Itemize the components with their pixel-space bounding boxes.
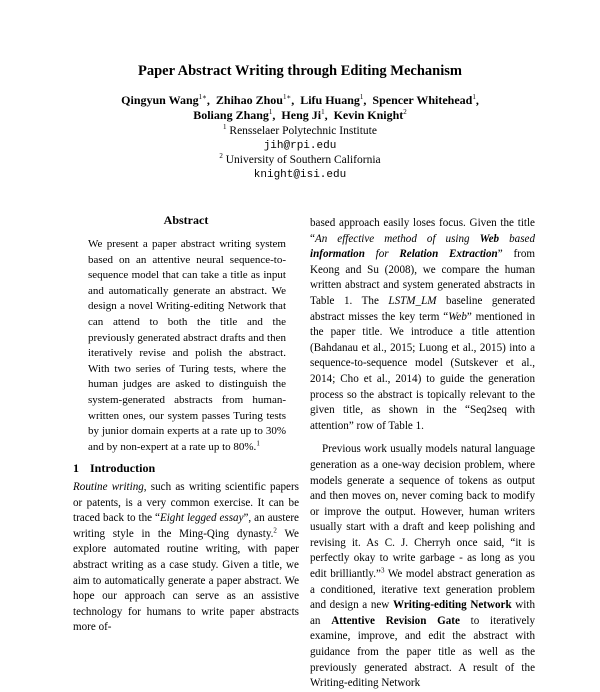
author-mark: 2 [403, 107, 407, 116]
right-column [310, 216, 535, 692]
author-line-2: Boliang Zhang$^1$, Heng Ji$^1$, Kevin Knight$^2$ [193, 107, 407, 122]
abstract-body [88, 237, 286, 455]
affiliation-1 [40, 124, 560, 139]
author-mark: 1∗ [282, 93, 292, 101]
footnote-mark: 1 [256, 439, 260, 448]
text-run: Previous work usually models natural language generation as a one-way decision problem, where models generate a sequence of tokens as output and then moves on, never coming back to modify or improve the output. However, human writers usually start with a draft and keep polishing and revising it. As C. J. Cherryh once said, “it is perfectly okay to write garbage - as long as you edit brilliantly.” [310, 443, 535, 581]
body-paragraph [310, 216, 535, 434]
affiliation-email[interactable]: knight@isi.edu [253, 169, 347, 182]
text-italic: Eight legged essay [159, 512, 244, 525]
text-run: ” from Keong and Su (2008), we compare the human written abstract and system generated abstracts in Table 1. The [310, 248, 536, 307]
text-run: ” mentioned in the paper title. We introduce a title attention (Bahdanau et al., 2015; Luong et al., 2015) into a sequence-to-sequence model (Sutskever et al., 2014; Cho et al., 2014) to guide the generation process so the abstract is topically relevant to the given title, as shown in the “Seq2seq with attention” row of Table 1. [310, 310, 535, 432]
author-name: Lifu Huang [300, 93, 360, 107]
affiliation-name: University of Southern California [225, 154, 381, 167]
body-paragraph [310, 442, 535, 692]
text-run: baseline generated abstract misses the key term “ [310, 294, 535, 323]
text-run: ”, an austere writing style in the Ming-Qing dynasty. [73, 512, 299, 540]
text-bold: Attentive Revision Gate [331, 614, 460, 627]
affiliation-2 [40, 153, 560, 168]
text-run: to iteratively examine, improve, and edit the abstract with guidance from the paper title as well as the previously generated abstract. A result of the Writing-editing Network [310, 614, 535, 690]
author-mark: 1 [321, 107, 325, 116]
text-italic: An effective method of using [314, 232, 480, 245]
text-bold-italic: information [310, 248, 365, 261]
text-run: based approach easily loses focus. Given the title “ [310, 217, 535, 245]
abstract-heading: Abstract [163, 213, 209, 227]
text-run: We model abstract generation as a conditioned, iterative text generation problem and design a new [310, 568, 535, 612]
author-name: Spencer Whitehead [372, 93, 473, 107]
text-run: We explore automated routine writing, with paper abstract writing as a case study. Given a title, we aim to automatically generate a paper abstract. We hope our approach can serve as an assistive technology for humans to write paper abstracts more of- [73, 527, 299, 634]
affiliation-mark: 1 [223, 123, 227, 132]
author-name: Boliang Zhang [193, 107, 269, 122]
affiliation-name: Rensselaer Polytechnic Institute [229, 125, 377, 137]
author-line-1: Qingyun Wang$^{1∗}$, Zhihao Zhou$^{1∗}$, Lifu Huang$^1$, Spencer Whitehead$^1$, [121, 93, 479, 107]
section-heading-introduction [73, 461, 299, 475]
author-mark: 1 [268, 107, 273, 116]
author-name: Kevin Knight [333, 107, 404, 122]
text-italic: Routine writing [73, 481, 144, 493]
author-name: Qingyun Wang [121, 93, 199, 107]
text-bold: Writing-editing Network [392, 599, 512, 612]
text-italic: LSTM_LM [388, 294, 437, 307]
author-mark: 1 [359, 93, 364, 101]
text-italic: for [364, 248, 400, 261]
paper-title: Paper Abstract Writing through Editing Mechanism [138, 63, 462, 79]
abstract-text: We present a paper abstract writing system based on an attentive neural sequence-to-sequence model that can take a title as input and automatically generate an abstract. We design a novel Writing-editing Network that can attend to both the title and the previously generated abstract drafts and then iteratively revise and polish the abstract. With two series of Turing tests, where the human judges are asked to distinguish the system-generated abstracts from human-written ones, our system passes Turing tests by junior domain experts at a rate up to 30% and by non-expert at a rate up to 80%. [88, 238, 286, 453]
section-number: 1 [73, 461, 79, 475]
footnote-mark: 3 [380, 566, 385, 575]
author-name: Zhihao Zhou [215, 93, 283, 107]
introduction-paragraph [73, 480, 299, 636]
text-italic: Web [448, 310, 467, 323]
text-italic: based [499, 232, 536, 245]
affiliation-mark: 2 [219, 152, 223, 161]
author-mark: 1 [472, 93, 476, 101]
text-run: with an [310, 599, 536, 627]
author-name: Heng Ji [281, 107, 322, 122]
text-run: , such as writing scientific papers or patents, is a very common exercise. It can be traced back to the “ [73, 481, 299, 525]
text-bold-italic: Web [479, 232, 500, 245]
footnote-mark: 2 [273, 526, 277, 535]
author-mark: 1∗ [198, 93, 207, 101]
author-list [40, 93, 560, 122]
section-title: Introduction [90, 461, 156, 475]
text-bold-italic: Relation Extraction [399, 248, 498, 261]
affiliation-email[interactable]: jih@rpi.edu [263, 139, 337, 152]
affiliations [40, 124, 560, 183]
